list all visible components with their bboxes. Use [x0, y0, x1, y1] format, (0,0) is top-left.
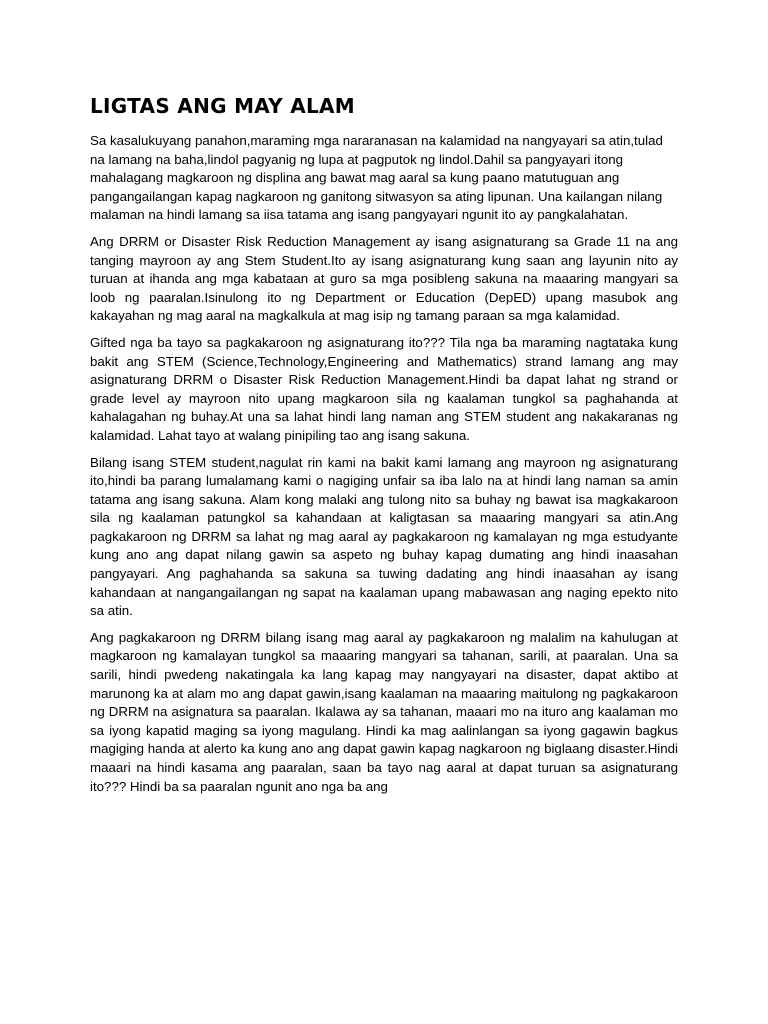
- document-page: [90, 92, 678, 804]
- paragraph-drrm-definition: Ang DRRM or Disaster Risk Reduction Management ay isang asignaturang sa Grade 11 na ang tanging mayroon ay ang Stem Student.Ito ay isang asignaturang kung saan ang layunin nito ay turuan at ihanda ang mga kabataan at guro sa mga posibleng sakuna na maaaring mangyari sa loob ng paaralan.Isinulong ito ng Department or Education (DepED) upang masubok ang kakayahan ng mag aaral na magkalkula at mag isip ng tamang paraan sa mga kalamidad.: [90, 233, 678, 324]
- paragraph-gifted-question: Gifted nga ba tayo sa pagkakaroon ng asignaturang ito??? Tila nga ba maraming nagtataka kung bakit ang STEM (Science,Technology,Engineering and Mathematics) strand lamang ang may asignaturang DRRM o Disaster Risk Reduction Management.Hindi ba dapat lahat ng strand or grade level ay mayroon nito upang magkaroon sila ng kaalaman tungkol sa paghahanda at kahalagahan ng buhay.At una sa lahat hindi lang naman ang STEM student ang nakakaranas ng kalamidad. Lahat tayo at walang pinipiling tao ang isang sakuna.: [90, 334, 678, 443]
- paragraph-stem-student: Bilang isang STEM student,nagulat rin kami na bakit kami lamang ang mayroon ng asignaturang ito,hindi ba parang lumalamang kami o nagiging unfair sa iba lalo na at hindi lang naman sa amin tatama ang isang sakuna. Alam kong malaki ang tulong nito sa buhay ng bawat isa magkakaroon sila ng kaalaman patungkol sa kahandaan at kaligtasan sa maaaring mangyari sa atin.Ang pagkakaroon ng DRRM sa lahat ng mag aaral ay pagkakaroon ng kamalayan ng mga estudyante kung ano ang dapat nilang gawin sa aspeto ng buhay kapag dumating ang hindi inaasahan pangyayari. Ang paghahanda sa sakuna sa tuwing dadating ang hindi inaasahan ay isang kahandaan at nangangailangan ng sapat na kaalaman upang mabawasan ang naging epekto nito sa atin.: [90, 454, 678, 619]
- paragraph-drrm-importance: Ang pagkakaroon ng DRRM bilang isang mag aaral ay pagkakaroon ng malalim na kahulugan at magkaroon ng kamalayan tungkol sa maaaring mangyari sa tahanan, sarili, at paaralan. Una sa sarili, hindi pwedeng nakatingala ka lang kapag may nangyayari na disaster, dapat aktibo at marunong ka at alam mo ang dapat gawin,isang kaalaman na maaaring maitulong ng pagkakaroon ng DRRM na asignatura sa paaralan. Ikalawa ay sa tahanan, maaari mo na ituro ang kaalaman mo sa iyong kapatid maging sa iyong magulang. Hindi ka mag aalinlangan sa iyong gagawin bagkus magiging handa at alerto ka kung ano ang dapat gawin kapag nagkaroon ng biglaang disaster.Hindi maaari na hindi kasama ang paaralan, saan ba tayo nag aaral at dapat turuan sa asignaturang ito??? Hindi ba sa paaralan ngunit ano nga ba ang: [90, 629, 678, 794]
- paragraph-introduction: Sa kasalukuyang panahon,maraming mga nararanasan na kalamidad na nangyayari sa atin,tulad na lamang na baha,lindol pagyanig ng lupa at pagputok ng lindol.Dahil sa pangyayari itong mahalagang magkaroon ng displina ang bawat mag aaral sa kung paano matutuguan ang pangangailangan kapag nagkaroon ng ganitong sitwasyon sa ating lipunan. Una kailangan nilang malaman na hindi lamang sa iisa tatama ang isang pangyayari ngunit ito ay pangkalahatan.: [90, 133, 663, 223]
- document-title: LIGTAS ANG MAY ALAM: [90, 94, 355, 118]
